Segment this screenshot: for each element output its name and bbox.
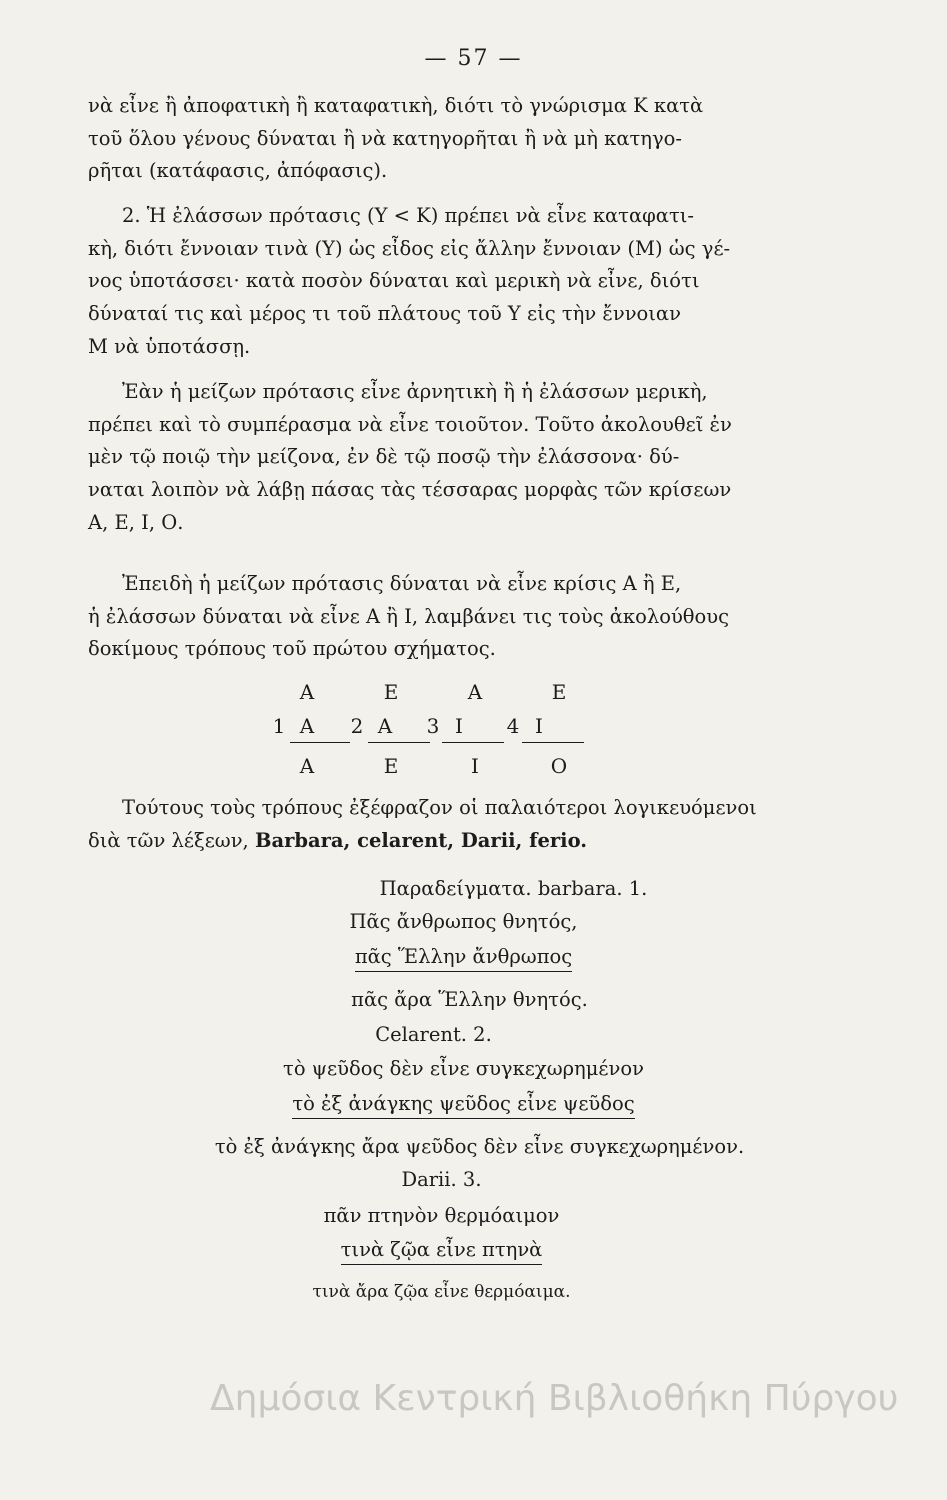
example-3-minor: [0, 1238, 915, 1265]
example-2-minor: [0, 1092, 937, 1119]
example-3-title: Darii. 3.: [401, 1168, 482, 1191]
divider-line: [442, 742, 504, 743]
text-line: Τούτους τοὺς τρόπους ἐξέφραζον οἱ παλαιότεροι λογικευόμενοι: [122, 796, 757, 819]
table-cell: Ι: [535, 714, 543, 738]
divider-line: [368, 742, 430, 743]
table-cell: Ε: [383, 680, 399, 704]
table-cell: Α: [299, 680, 315, 704]
table-row: [270, 754, 590, 788]
paragraph-3: [88, 376, 818, 540]
divider-line: [522, 742, 584, 743]
underlined-premise: πᾶς Ἕλλην ἄνθρωπος: [355, 945, 572, 972]
table-cell: Ε: [551, 680, 567, 704]
table-cell: Α: [467, 680, 483, 704]
underlined-premise: τὸ ἐξ ἀνάγκης ψεῦδος εἶνε ψεῦδος: [292, 1092, 634, 1119]
paragraph-1: [88, 90, 818, 188]
text-line: δύναταί τις καὶ μέρος τι τοῦ πλάτους τοῦ Υ εἰς τὴν ἔννοιαν: [88, 302, 681, 326]
table-cell: Ε: [383, 754, 399, 778]
example-2-major: τὸ ψεῦδος δὲν εἶνε συγκεχωρημένον: [283, 1057, 644, 1080]
syllogism-moods-table: [270, 680, 590, 788]
divider-line: [290, 742, 350, 743]
example-1-major: Πᾶς ἄνθρωπος θνητός,: [349, 910, 578, 933]
paragraph-2: [88, 200, 818, 364]
text-line: κὴ, διότι ἔννοιαν τινὰ (Υ) ὡς εἶδος εἰς ἄλλην ἔννοιαν (Μ) ὡς γέ-: [88, 236, 731, 260]
example-1-conclusion: πᾶς ἄρα Ἕλλην θνητός.: [351, 988, 588, 1011]
text-line: νὰ εἶνε ἢ ἀποφατικὴ ἢ καταφατικὴ, διότι τὸ γνώρισμα Κ κατὰ: [88, 94, 704, 117]
table-cell: Ι: [455, 714, 463, 738]
text-line: ρῆται (κατάφασις, ἀπόφασις).: [88, 159, 388, 183]
text-line: Α, Ε, Ι, Ο.: [88, 510, 184, 534]
text-line: τοῦ ὅλου γένους δύναται ἢ νὰ κατηγορῆται ἢ νὰ μὴ κατηγο-: [88, 126, 682, 150]
example-2-title: Celarent. 2.: [375, 1023, 492, 1046]
example-1-minor: [0, 945, 937, 972]
page-number: — 57 —: [424, 46, 523, 71]
table-cell: Ο: [550, 754, 568, 778]
table-cell: Α: [299, 754, 315, 778]
text-line: Ἐπειδὴ ἡ μείζων πρότασις δύναται νὰ εἶνε κρίσις Α ἢ Ε,: [122, 572, 682, 595]
mood-names: Barbara, celarent, Darii, ferio.: [254, 828, 588, 852]
table-cell: Ι: [471, 754, 479, 778]
example-3-conclusion: τινὰ ἄρα ζῷα εἶνε θερμόαιμα.: [312, 1282, 571, 1302]
example-1-title: barbara. 1.: [537, 877, 648, 900]
text-fragment: διὰ τῶν λέξεων,: [88, 828, 249, 852]
mood-number: 1: [272, 714, 286, 738]
examples-label: Παραδείγματα.: [379, 877, 532, 900]
mood-number: 2: [350, 714, 364, 738]
examples-heading: [40, 877, 947, 900]
text-line: ἡ ἐλάσσων δύναται νὰ εἶνε Α ἢ Ι, λαμβάνει τις τοὺς ἀκολούθους: [88, 604, 730, 628]
text-line: Μ νὰ ὑποτάσσῃ.: [88, 334, 251, 358]
text-line: [88, 825, 818, 858]
underlined-premise: τινὰ ζῷα εἶνε πτηνὰ: [341, 1238, 543, 1265]
text-line: Ἐὰν ἡ μείζων πρότασις εἶνε ἀρνητικὴ ἢ ἡ ἐλάσσων μερικὴ,: [122, 380, 708, 403]
mood-number: 4: [506, 714, 520, 738]
example-3-major: πᾶν πτηνὸν θερμόαιμον: [323, 1204, 560, 1227]
text-line: 2. Ἡ ἐλάσσων πρότασις (Υ < Κ) πρέπει νὰ εἶνε καταφατι-: [122, 204, 694, 227]
example-2-conclusion: τὸ ἐξ ἀνάγκης ἄρα ψεῦδος δὲν εἶνε συγκεχωρημένον.: [214, 1135, 745, 1158]
library-watermark: Δημόσια Κεντρική Βιβλιοθήκη Πύργου: [210, 1378, 899, 1419]
text-line: νος ὑποτάσσει· κατὰ ποσὸν δύναται καὶ μερικὴ νὰ εἶνε, διότι: [88, 269, 700, 293]
mood-number: 3: [426, 714, 440, 738]
text-line: δοκίμους τρόπους τοῦ πρώτου σχήματος.: [88, 637, 496, 661]
text-line: ναται λοιπὸν νὰ λάβῃ πάσας τὰς τέσσαρας μορφὰς τῶν κρίσεων: [88, 478, 732, 502]
text-line: πρέπει καὶ τὸ συμπέρασμα νὰ εἶνε τοιοῦτον. Τοῦτο ἀκολουθεῖ ἐν: [88, 412, 732, 436]
paragraph-4: [88, 568, 818, 666]
text-line: μὲν τῷ ποιῷ τὴν μείζονα, ἐν δὲ τῷ ποσῷ τὴν ἐλάσσονα· δύ-: [88, 445, 680, 469]
paragraph-5: [88, 792, 818, 857]
table-cell: Α: [299, 714, 315, 738]
table-cell: Α: [377, 714, 393, 738]
table-row: [270, 680, 590, 714]
